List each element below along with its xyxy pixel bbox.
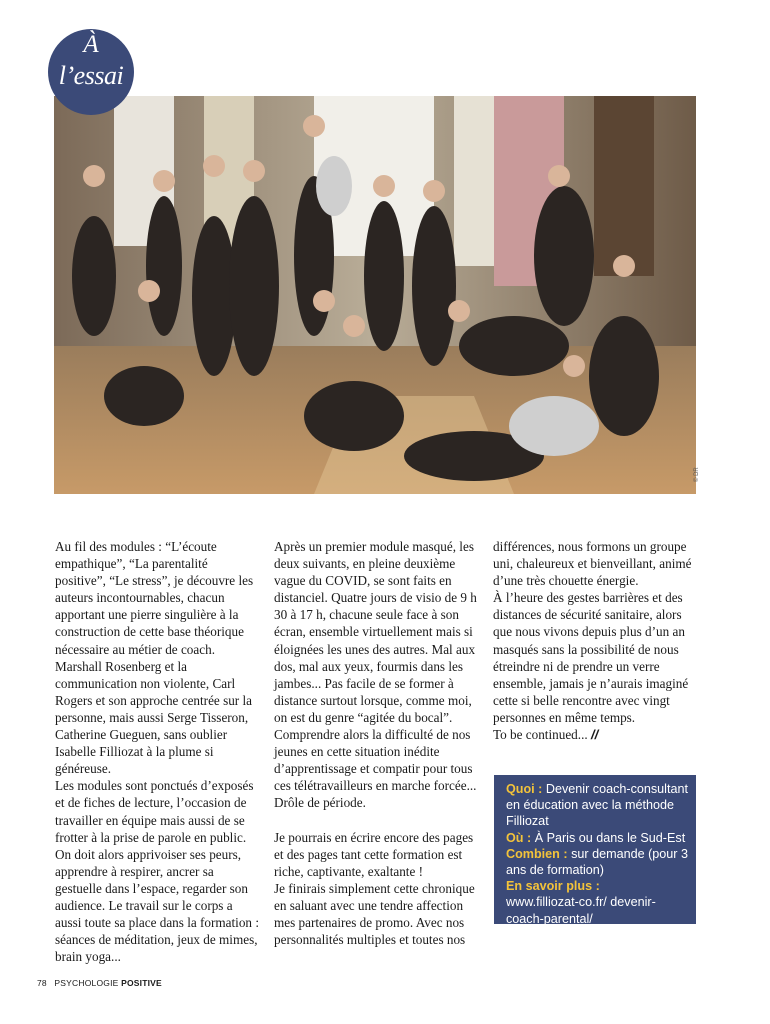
info-combien-label: Combien :	[506, 846, 568, 861]
info-plus	[506, 878, 688, 927]
group-photo-illustration	[54, 96, 696, 494]
page-footer	[37, 978, 162, 988]
to-be-continued: To be continued...	[493, 727, 588, 743]
column2-paragraph-3: Je finirais simplement cette chronique en saluant avec une tendre affection mes partenaires de promo. Avec nos personnalités multiples et toutes nos	[274, 880, 475, 948]
column2-paragraph-2: Je pourrais en écrire encore des pages et des pages tant cette formation est riche, captivante, exaltante !	[274, 829, 474, 879]
page-number: 78	[37, 978, 47, 988]
column3-paragraph-3	[493, 726, 700, 743]
info-plus-link[interactable]: www.filliozat-co.fr/ devenir-coach-parental/	[506, 895, 656, 926]
info-quoi	[506, 781, 688, 830]
column3-paragraph-2: À l’heure des gestes barrières et des distances de sécurité sanitaire, alors que nous vivons depuis plus d’un an masqués sans la possibilité de nous étreindre ni de prendre un verre ensemble, jamais je n’aurais imaginé cette si belle rencontre avec vingt personnes en même temps.	[493, 590, 689, 725]
group-photo	[54, 96, 696, 494]
column3-paragraph-1: différences, nous formons un groupe uni, chaleureux et bienveillant, animé d’une très chouette énergie.	[493, 539, 692, 589]
end-mark-icon: //	[590, 727, 599, 743]
article-column-2	[274, 538, 479, 948]
column1-paragraph-2: Les modules sont ponctués d’exposés et de fiches de lecture, l’occasion de travailler en équipe mais aussi de se frotter à la prise de parole en public. On doit alors apprivoiser ses peurs, apprendre à respirer, ancrer sa gestuelle dans l’espace, regarder son audience. Le travail sur le corps a aussi toute sa place dans la formation : séances de méditation, jeux de mimes, brain yoga...	[55, 778, 259, 965]
photo-credit: © DR	[694, 467, 700, 482]
info-quoi-label: Quoi :	[506, 782, 543, 796]
info-ou	[506, 830, 688, 846]
badge-line-1: À	[83, 31, 99, 58]
column1-paragraph-1: Au fil des modules : “L’écoute empathique”, “La parentalité positive”, “Le stress”, je découvre les auteurs incontournables, chacun apportant une pierre singulière à la construction de cette base théorique nécessaire au métier de coach. Marshall Rosenberg et la communication non violente, Carl Rogers et son approche centrée sur la personne, mais aussi Serge Tisseron, Catherine Gueguen, sans oublier Isabelle Filliozat à la plume si généreuse.	[55, 539, 254, 777]
info-box	[494, 775, 696, 924]
info-quoi-value: Devenir coach-consultant en éducation avec la méthode Filliozat	[506, 782, 688, 829]
article-column-1	[55, 538, 260, 965]
badge-line-2: l’essai	[58, 61, 124, 90]
column2-paragraph-1: Après un premier module masqué, les deux suivants, en pleine deuxième vague du COVID, se sont faits en distanciel. Quatre jours de visio de 9 h 30 à 17 h, chacune seule face à son écran, ensemble virtuellement mais si éloignées les unes des autres. Mal aux dos, mal aux yeux, fourmis dans les jambes... Pas facile de se former à distance surtout lorsque, comme moi, on est du genre “agitée du bocal”. Comprendre alors la difficulté de nos jeunes en cette situation inédite d’apprentissage et compatir pour tous ces télétravailleurs en marche forcée... Drôle de période.	[274, 539, 477, 811]
info-combien-value: sur demande (pour 3 ans de formation)	[506, 846, 688, 878]
article-column-3	[493, 538, 700, 743]
info-combien	[506, 846, 688, 878]
info-ou-label: Où :	[506, 830, 532, 845]
info-plus-label: En savoir plus :	[506, 879, 600, 894]
magazine-name-bold: POSITIVE	[121, 978, 162, 988]
info-ou-value: À Paris ou dans le Sud-Est	[534, 830, 686, 845]
a-lessai-badge	[48, 29, 134, 115]
magazine-name-light: PSYCHOLOGIE	[54, 978, 119, 988]
